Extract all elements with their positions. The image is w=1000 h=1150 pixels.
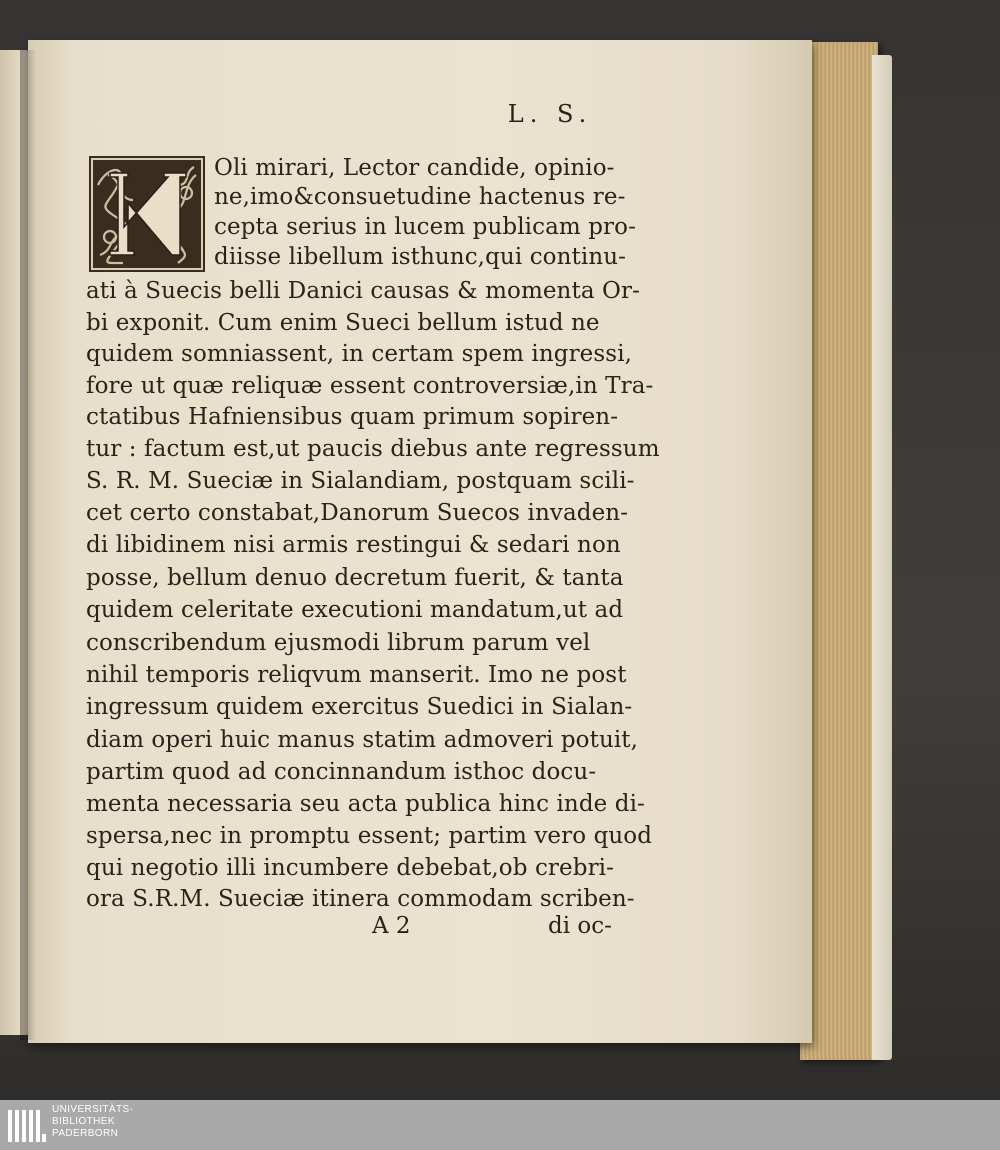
text-line-6: bi exponit. Cum enim Sueci bellum istud ne: [86, 310, 600, 336]
text-line-20: partim quod ad concinnandum isthoc docu-: [86, 759, 597, 785]
book-cover-edge: [872, 55, 892, 1060]
text-line-23: qui negotio illi incumbere debebat,ob crebri-: [86, 855, 614, 881]
text-line-11: S. R. M. Sueciæ in Sialandiam, postquam scili-: [86, 468, 635, 494]
text-line-22: spersa,nec in promptu essent; partim vero quod: [86, 823, 653, 849]
signature-mark: A 2: [372, 913, 411, 939]
text-line-9: ctatibus Hafniensibus quam primum sopiren-: [86, 404, 619, 430]
decorated-initial-n: [88, 155, 206, 273]
library-name-line-3: PADERBORN: [52, 1128, 119, 1139]
text-line-21: menta necessaria seu acta publica hinc inde di-: [86, 791, 645, 817]
running-head: L. S.: [507, 100, 593, 128]
library-logo-icon: [8, 1104, 46, 1146]
text-line-24: ora S.R.M. Sueciæ itinera commodam scriben-: [86, 886, 635, 912]
library-name: [52, 1104, 252, 1140]
library-footer: [0, 1100, 1000, 1150]
text-line-17: nihil temporis reliqvum manserit. Imo ne post: [86, 662, 627, 688]
text-line-2: ne,imo&consuetudine hactenus re-: [214, 184, 626, 210]
text-line-12: cet certo constabat,Danorum Suecos invaden-: [86, 500, 629, 526]
text-line-4: diisse libellum isthunc,qui continu-: [214, 244, 627, 270]
text-line-18: ingressum quidem exercitus Suedici in Sialan-: [86, 694, 633, 720]
text-line-19: diam operi huic manus statim admoveri potuit,: [86, 727, 639, 753]
text-line-13: di libidinem nisi armis restingui & sedari non: [86, 532, 621, 558]
catchword: di oc-: [548, 913, 612, 939]
text-line-15: quidem celeritate executioni mandatum,ut ad: [86, 597, 624, 623]
text-line-8: fore ut quæ reliquæ essent controversiæ,in Tra-: [86, 373, 654, 399]
text-line-1: Oli mirari, Lector candide, opinio-: [214, 155, 615, 181]
library-name-line-1: UNIVERSITÄTS-: [52, 1104, 134, 1115]
library-name-line-2: BIBLIOTHEK: [52, 1116, 115, 1127]
text-line-5: ati à Suecis belli Danici causas & momenta Or-: [86, 278, 640, 304]
text-line-10: tur : factum est,ut paucis diebus ante regressum: [86, 436, 660, 462]
text-line-7: quidem somniassent, in certam spem ingressi,: [86, 341, 633, 367]
text-line-14: posse, bellum denuo decretum fuerit, & tanta: [86, 565, 624, 591]
text-line-16: conscribendum ejusmodi librum parum vel: [86, 630, 591, 656]
text-line-3: cepta serius in lucem publicam pro-: [214, 214, 636, 240]
gutter-shadow: [20, 50, 36, 1040]
